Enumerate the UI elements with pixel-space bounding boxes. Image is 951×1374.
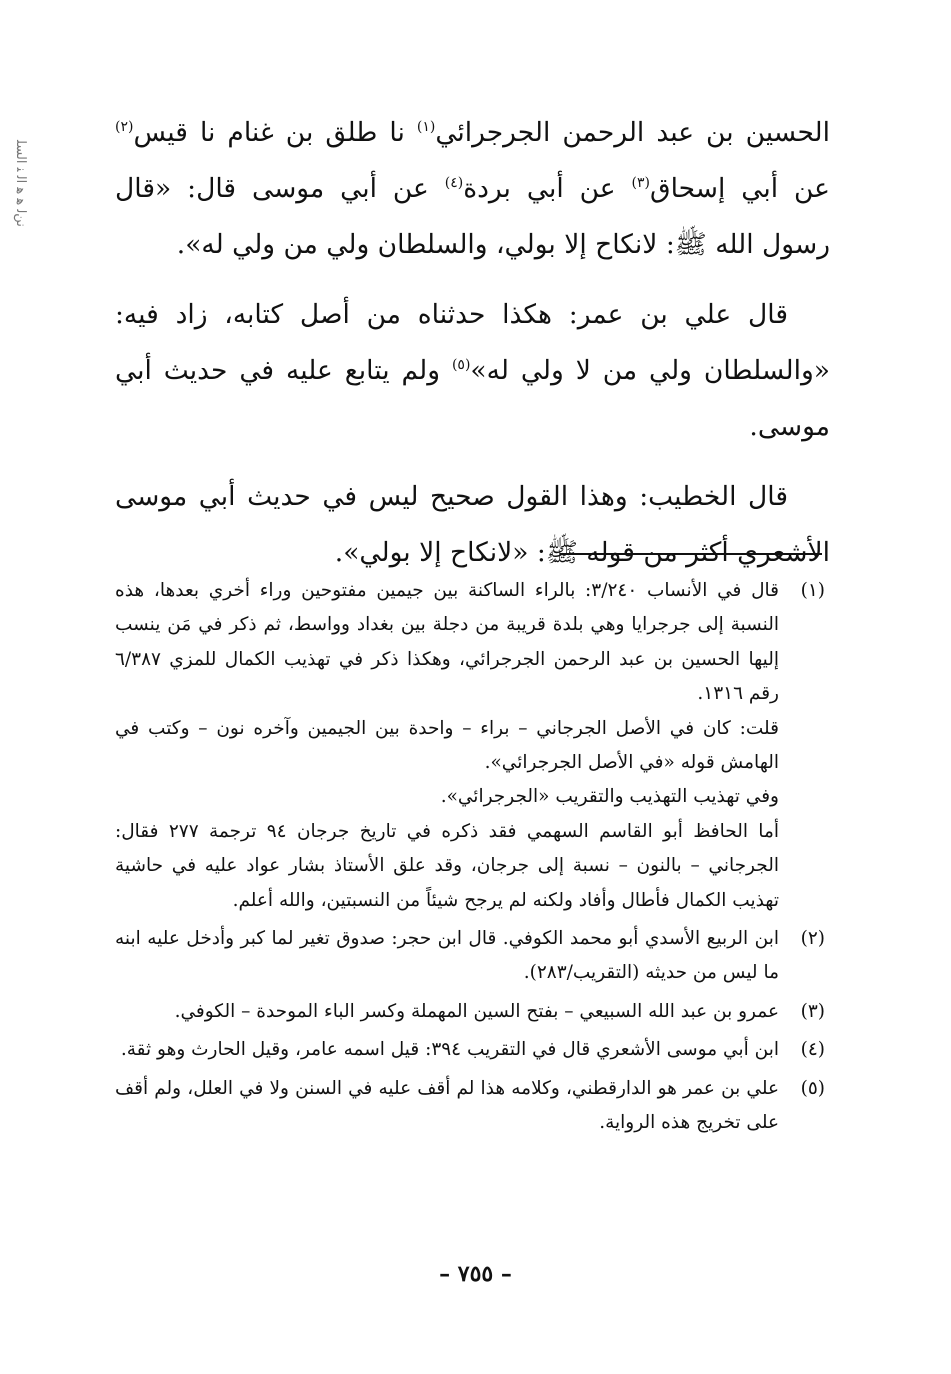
- paragraph-hadith-chain: [115, 105, 830, 273]
- footnote-separator: [560, 553, 822, 555]
- footnote-number: (٤): [800, 1039, 825, 1061]
- footnotes: [115, 574, 825, 1141]
- footnote-reference: (٤): [444, 175, 464, 192]
- footnote-text: عمرو بن عبد الله السبيعي – بفتح السين المهملة وكسر الباء الموحدة – الكوفي.: [174, 1000, 779, 1022]
- paragraph-ali-bin-umar: [115, 287, 830, 455]
- footnote: [115, 1033, 825, 1067]
- footnote-number: (١): [800, 580, 825, 601]
- footnote: [115, 574, 825, 918]
- main-text: [115, 105, 830, 595]
- footnote-body: [115, 1033, 779, 1067]
- text-run: عن أبي بردة: [463, 173, 632, 204]
- paragraph-al-khatib: [115, 469, 830, 581]
- text-run: قال الخطيب: وهذا القول صحيح ليس في حديث أبي موسى الأشعري أكثر من قوله ﷺ: «لانكاح إلا بولي».: [115, 481, 830, 568]
- footnote: [115, 1072, 825, 1141]
- footnote-text: علي بن عمر هو الدارقطني، وكلامه هذا لم أقف عليه في السنن ولا في العلل، ولم أقف على تخريج هذه الرواية.: [115, 1077, 779, 1134]
- text-run: عن أبي إسحاق: [650, 173, 830, 204]
- footnote-text: قلت: كان في الأصل الجرجاني – براء – واحدة بين الجيمين وآخره نون – وكتب في الهامش قوله «في الأصل الجرجرائي».: [115, 717, 779, 774]
- page-number: – ٧٥٥ –: [439, 1261, 512, 1287]
- text-run: ولم يتابع عليه في حديث أبي موسى.: [115, 355, 830, 442]
- footnote-text: ابن الربيع الأسدي أبو محمد الكوفي. قال ابن حجر: صدوق تغير لما كبر وأدخل عليه ابنه ما ليس من حديثه (التقريب/٢٨٣).: [115, 928, 779, 984]
- text-run: الحسين بن عبد الرحمن الجرجرائي: [435, 117, 830, 148]
- footnote-reference: (١): [416, 119, 436, 136]
- footnote-body: [115, 1072, 779, 1141]
- footnote-text: قال في الأنساب ٣/٢٤٠: بالراء الساكنة بين جيمين مفتوحين وراء أخري بعدها، هذه النسبة إلى جرجرايا وهي بلدة قريبة من دجلة بين بغداد وواسط، ثم ذكر في مَن ينسب إليها الحسين بن عبد الرحمن الجرجرائي، وهكذا ذكر في تهذيب الكمال للمزي ٦/٣٨٧ رقم ١٣١٦.: [115, 580, 779, 705]
- footnote-body: [115, 995, 779, 1029]
- text-run: نا طلق بن غنام نا قيس: [133, 117, 417, 148]
- footnote-reference: (٣): [631, 175, 651, 192]
- text-run: قال علي بن عمر: هكذا حدثناه من أصل كتابه، زاد فيه: «والسلطان ولي من لا ولي له»: [115, 299, 830, 386]
- footnote-reference: (٥): [451, 357, 471, 374]
- footnote-reference: (٢): [115, 119, 134, 136]
- footnote-text: أما الحافظ أبو القاسم السهمي فقد ذكره في تاريخ جرجان ٩٤ ترجمة ٢٧٧ فقال: الجرجاني – بالنون – نسبة إلى جرجان، وقد علق الأستاذ بشار عواد عليه في حاشية تهذيب الكمال فأطال وأفاد ولكنه لم يرجح شيئاً من النسبتين، والله أعلم.: [115, 820, 779, 911]
- footnote-number: (٢): [800, 928, 825, 950]
- footnote-body: [115, 922, 779, 991]
- footnote: [115, 995, 825, 1029]
- margin-annotation: ﻧﻦﻟ ﻫ ﻫ ﺍﻟ ﻨ ﺍﻟﺴﻠ: [13, 140, 28, 227]
- footnote: [115, 922, 825, 991]
- footnote-text: ابن أبي موسى الأشعري قال في التقريب ٣٩٤: قيل اسمه عامر، وقيل الحارث وهو ثقة.: [120, 1039, 779, 1061]
- footnote-text: وفي تهذيب التهذيب والتقريب «الجرجرائي».: [440, 786, 779, 808]
- footnote-number: (٣): [800, 1000, 825, 1022]
- text-run: عن أبي موسى قال: «قال رسول الله ﷺ: لانكاح إلا بولي، والسلطان ولي من ولي له».: [115, 173, 830, 260]
- footnote-number: (٥): [800, 1077, 825, 1099]
- footnote-body: [115, 574, 779, 918]
